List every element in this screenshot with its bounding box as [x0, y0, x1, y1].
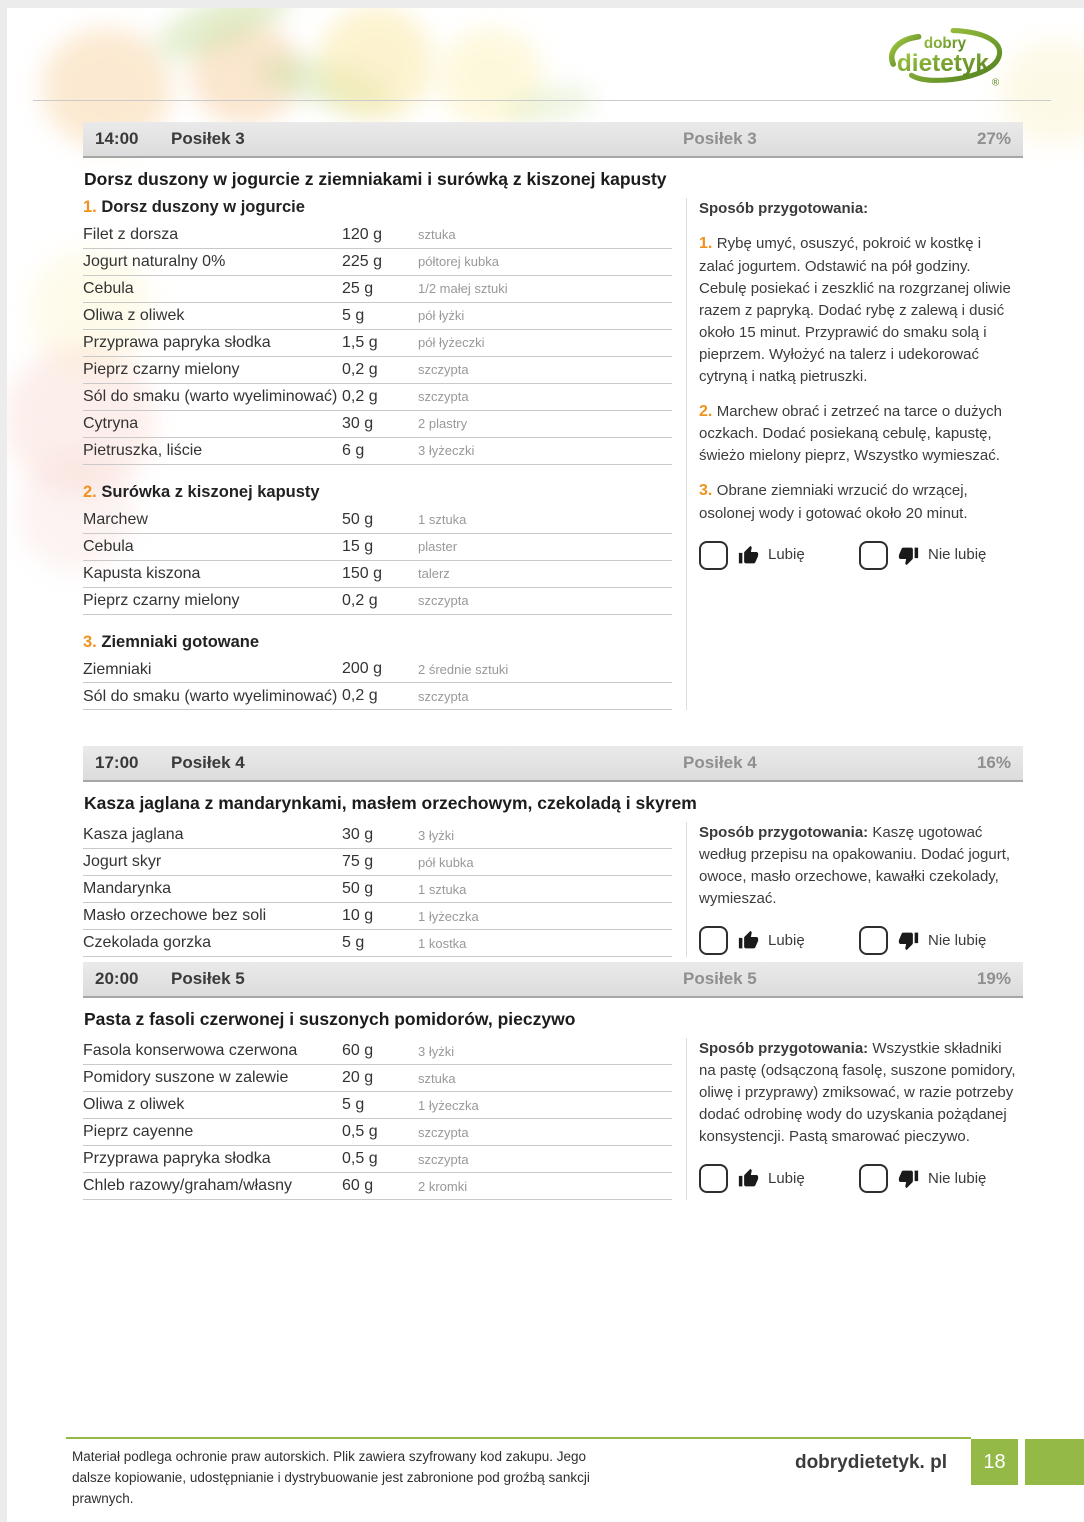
meal-energy-percent: 27% — [976, 129, 1011, 148]
ingredients-column — [83, 198, 672, 710]
ingredient-amount: 30 g — [342, 826, 374, 843]
ingredient-amount: 0,5 g — [342, 1123, 378, 1140]
dislike-label: Nie lubię — [928, 1169, 987, 1187]
preparation-step: 2. Marchew obrać i zetrzeć na tarce o dużych oczkach. Dodać posiekaną cebulę, kapustę, świeżo mielony pieprz, Wszystko wymieszać. — [699, 402, 1002, 465]
ingredient-amount: 225 g — [342, 252, 383, 270]
ingredient-measure: szczypta — [418, 389, 469, 405]
thumb-up-icon — [738, 545, 759, 566]
preparation-label: Sposób przygotowania: — [699, 824, 873, 841]
ingredient-measure: sztuka — [418, 227, 456, 243]
ingredient-name: Jogurt skyr — [83, 853, 162, 871]
ingredient-measure: szczypta — [418, 1151, 469, 1167]
ingredient-group — [83, 198, 672, 465]
ingredient-measure: 1 sztuka — [418, 881, 467, 897]
meal-time: 20:00 — [95, 969, 139, 988]
meal-name: Posiłek 5 — [171, 969, 245, 988]
preparation-column — [699, 1038, 1019, 1200]
ingredient-row — [83, 384, 672, 411]
dislike-label: Nie lubię — [928, 931, 987, 949]
ingredient-row — [83, 438, 672, 465]
ingredient-group — [83, 633, 672, 711]
ingredient-row — [83, 1173, 672, 1200]
ingredient-row — [83, 222, 672, 249]
ingredient-row — [83, 330, 672, 357]
ingredient-group-heading: 2. Surówka z kiszonej kapusty — [83, 482, 320, 501]
ingredient-amount: 75 g — [342, 853, 374, 870]
meal-header-bar — [83, 746, 1023, 782]
ingredient-name: Pomidory suszone w zalewie — [83, 1069, 289, 1087]
dish-title: Kasza jaglana z mandarynkami, masłem orzechowym, czekoladą i skyrem — [84, 793, 697, 813]
meal-section — [83, 962, 1023, 1200]
dislike-option — [859, 926, 1019, 955]
step-number: 1. — [699, 235, 717, 253]
ingredient-name: Ziemniaki — [83, 660, 152, 678]
meal-name-right: Posiłek 3 — [683, 129, 757, 148]
ingredient-amount: 5 g — [342, 1096, 365, 1113]
ingredient-measure: 2 kromki — [418, 1178, 468, 1194]
meal-name: Posiłek 3 — [171, 129, 245, 148]
dislike-option — [859, 541, 1019, 570]
ingredient-name: Kapusta kiszona — [83, 565, 201, 582]
ingredient-row — [83, 849, 672, 876]
ingredient-amount: 10 g — [342, 907, 374, 924]
footer-site-link[interactable]: dobrydietetyk. pl — [794, 1452, 947, 1473]
preparation-heading: Sposób przygotowania: — [699, 200, 869, 217]
ingredient-row — [83, 561, 672, 588]
ingredient-amount: 60 g — [342, 1177, 374, 1194]
like-label: Lubię — [768, 546, 805, 564]
ingredient-measure: szczypta — [418, 593, 469, 609]
ingredient-group-heading: 1. Dorsz duszony w jogurcie — [83, 198, 305, 216]
ingredient-amount: 150 g — [342, 564, 383, 582]
ingredient-row — [83, 276, 672, 303]
preparation-step: 3. Obrane ziemniaki wrzucić do wrzącej, osolonej wody i gotować około 20 minut. — [699, 482, 968, 522]
ingredient-name: Pieprz czarny mielony — [83, 361, 240, 379]
ingredient-row — [83, 1065, 672, 1092]
ingredient-measure: 1/2 małej sztuki — [418, 281, 508, 297]
ingredient-measure: 2 plastry — [418, 416, 468, 432]
copyright-notice: Materiał podlega ochronie praw autorskich. Plik zawiera szyfrowany kod zakupu. Jego dalsze kopiowanie, udostępnianie i dystrybuowanie jest zabronione pod groźbą sankcji prawnych. — [72, 1449, 590, 1506]
meal-energy-percent: 16% — [976, 753, 1011, 772]
ingredient-name: Pieprz cayenne — [83, 1123, 194, 1141]
like-dislike-row — [699, 541, 1019, 570]
ingredient-name: Chleb razowy/graham/własny — [83, 1177, 292, 1195]
meal-time: 17:00 — [95, 753, 139, 772]
thumb-down-icon — [898, 930, 919, 951]
like-checkbox[interactable] — [699, 926, 728, 955]
ingredient-amount: 200 g — [342, 660, 383, 678]
ingredient-name: Marchew — [83, 511, 148, 528]
ingredient-row — [83, 930, 672, 957]
ingredient-amount: 15 g — [342, 537, 374, 555]
page-number: 18 — [971, 1439, 1018, 1485]
preparation-step: 1. Rybę umyć, osuszyć, pokroić w kostkę i zalać jogurtem. Odstawić na pół godziny. Cebulę posiekać i zeszklić na rozgrzanej oliwie razem z papryką. Dodać rybę z zalewą i dusić około 15 minut. Przyprawić do smaku solą i pieprzem. Wyłożyć na talerz i udekorować cytryną i natką pietruszki. — [699, 235, 1011, 385]
page-edge-top — [0, 0, 1084, 8]
ingredient-amount: 0,2 g — [342, 687, 378, 705]
ingredient-name: Cebula — [83, 538, 134, 555]
ingredient-name: Fasola konserwowa czerwona — [83, 1042, 298, 1060]
ingredient-amount: 25 g — [342, 279, 374, 297]
ingredient-measure: pół kubka — [418, 854, 474, 870]
dislike-label: Nie lubię — [928, 546, 987, 564]
meal-section — [83, 122, 1023, 710]
ingredient-measure: 1 kostka — [418, 935, 467, 951]
ingredient-row — [83, 1038, 672, 1065]
page-number-decoration — [1025, 1439, 1084, 1485]
preparation-text: Sposób przygotowania: Kaszę ugotować według przepisu na opakowaniu. Dodać jogurt, owoce, masło orzechowe, kawałki czekolady, wymieszać. — [699, 824, 1011, 908]
group-number: 3. — [83, 632, 102, 651]
ingredient-measure: pół łyżeczki — [418, 335, 485, 351]
ingredient-amount: 0,5 g — [342, 1150, 378, 1167]
footer-divider — [66, 1437, 971, 1439]
ingredient-measure: szczypta — [418, 688, 469, 704]
ingredient-row — [83, 822, 672, 849]
dislike-checkbox[interactable] — [859, 1164, 888, 1193]
column-divider — [686, 198, 687, 710]
meal-header-bar — [83, 962, 1023, 998]
logo-word-dobry: dobry — [923, 34, 967, 52]
ingredient-row — [83, 876, 672, 903]
dish-title: Pasta z fasoli czerwonej i suszonych pomidorów, pieczywo — [84, 1009, 576, 1029]
meal-name-right: Posiłek 4 — [683, 753, 757, 772]
ingredient-amount: 50 g — [342, 880, 374, 897]
ingredient-name: Pietruszka, liście — [83, 442, 203, 460]
ingredient-measure: szczypta — [418, 362, 469, 378]
meal-name-right: Posiłek 5 — [683, 969, 757, 988]
ingredient-measure: 3 łyżeczki — [418, 443, 475, 459]
meal-body — [83, 198, 1023, 710]
brand-logo — [880, 26, 1012, 90]
ingredient-measure: półtorej kubka — [418, 254, 499, 270]
ingredient-name: Mandarynka — [83, 880, 172, 898]
ingredient-row — [83, 357, 672, 384]
column-divider — [686, 822, 687, 957]
like-checkbox[interactable] — [699, 1164, 728, 1193]
ingredient-name: Kasza jaglana — [83, 826, 184, 844]
ingredient-measure: 2 średnie sztuki — [418, 661, 509, 677]
meal-name: Posiłek 4 — [171, 753, 245, 772]
ingredient-amount: 50 g — [342, 510, 374, 528]
ingredient-name: Czekolada gorzka — [83, 934, 212, 952]
ingredient-amount: 6 g — [342, 441, 365, 459]
like-option — [699, 541, 859, 570]
ingredient-row — [83, 249, 672, 276]
ingredient-row — [83, 1092, 672, 1119]
meal-time: 14:00 — [95, 129, 139, 148]
ingredient-measure: pół łyżki — [418, 308, 465, 324]
ingredient-group — [83, 1038, 672, 1200]
ingredient-name: Cebula — [83, 280, 134, 298]
like-option — [699, 926, 859, 955]
ingredient-group — [83, 483, 672, 615]
ingredients-column — [83, 1038, 672, 1200]
ingredient-row — [83, 534, 672, 561]
dislike-checkbox[interactable] — [859, 926, 888, 955]
registered-trademark-icon: ® — [991, 77, 1000, 89]
ingredient-row — [83, 1146, 672, 1173]
ingredient-row — [83, 588, 672, 615]
ingredient-amount: 0,2 g — [342, 591, 378, 609]
ingredient-row — [83, 683, 672, 710]
ingredient-measure: sztuka — [418, 1070, 456, 1086]
group-number: 1. — [83, 198, 102, 216]
ingredient-amount: 5 g — [342, 934, 365, 951]
header-divider — [33, 100, 1051, 101]
thumb-down-icon — [898, 545, 919, 566]
dish-title: Dorsz duszony w jogurcie z ziemniakami i surówką z kiszonej kapusty — [84, 169, 667, 189]
meal-header-bar — [83, 122, 1023, 158]
dislike-option — [859, 1164, 1019, 1193]
ingredient-amount: 120 g — [342, 225, 383, 243]
ingredient-row — [83, 903, 672, 930]
ingredient-row — [83, 507, 672, 534]
ingredient-row — [83, 411, 672, 438]
ingredient-name: Cytryna — [83, 415, 139, 433]
ingredient-measure: 1 łyżeczka — [418, 908, 479, 924]
ingredient-amount: 60 g — [342, 1042, 374, 1059]
meal-body — [83, 1038, 1023, 1200]
ingredient-row — [83, 656, 672, 683]
ingredient-amount: 1,5 g — [342, 333, 378, 351]
ingredient-name: Pieprz czarny mielony — [83, 592, 240, 609]
column-divider — [686, 1038, 687, 1200]
ingredient-amount: 20 g — [342, 1069, 374, 1086]
like-label: Lubię — [768, 1169, 805, 1187]
ingredient-name: Filet z dorsza — [83, 226, 179, 244]
ingredient-measure: 1 łyżeczka — [418, 1097, 479, 1113]
ingredients-column — [83, 822, 672, 957]
ingredient-name: Sól do smaku (warto wyeliminować) — [83, 388, 338, 406]
ingredient-measure: talerz — [418, 566, 450, 582]
ingredient-amount: 30 g — [342, 414, 374, 432]
ingredient-row — [83, 303, 672, 330]
like-label: Lubię — [768, 931, 805, 949]
like-dislike-row — [699, 926, 1019, 955]
thumb-up-icon — [738, 1168, 759, 1189]
group-number: 2. — [83, 482, 102, 501]
logo-word-dietetyk: dietetyk — [896, 50, 989, 78]
ingredient-amount: 0,2 g — [342, 360, 378, 378]
ingredient-measure: 3 łyżki — [418, 1043, 455, 1059]
page-edge-left — [0, 0, 7, 1522]
ingredient-amount: 0,2 g — [342, 387, 378, 405]
step-number: 3. — [699, 482, 717, 500]
ingredient-amount: 5 g — [342, 306, 365, 324]
ingredient-measure: szczypta — [418, 1124, 469, 1140]
ingredient-name: Jogurt naturalny 0% — [83, 253, 226, 271]
meal-energy-percent: 19% — [976, 969, 1011, 988]
meal-body — [83, 822, 1023, 957]
ingredient-group — [83, 822, 672, 957]
ingredient-name: Przyprawa papryka słodka — [83, 1150, 271, 1168]
ingredient-name: Przyprawa papryka słodka — [83, 334, 271, 352]
ingredient-measure: plaster — [418, 539, 458, 555]
step-number: 2. — [699, 402, 717, 420]
ingredient-name: Masło orzechowe bez soli — [83, 907, 267, 925]
ingredient-measure: 3 łyżki — [418, 827, 455, 843]
preparation-column — [699, 198, 1019, 710]
ingredient-row — [83, 1119, 672, 1146]
ingredient-measure: 1 sztuka — [418, 512, 467, 528]
dislike-checkbox[interactable] — [859, 541, 888, 570]
ingredient-group-heading: 3. Ziemniaki gotowane — [83, 632, 260, 651]
like-dislike-row — [699, 1164, 1019, 1193]
meal-section — [83, 746, 1023, 957]
like-checkbox[interactable] — [699, 541, 728, 570]
thumb-up-icon — [738, 930, 759, 951]
ingredient-name: Oliwa z oliwek — [83, 1096, 185, 1114]
like-option — [699, 1164, 859, 1193]
thumb-down-icon — [898, 1168, 919, 1189]
preparation-label: Sposób przygotowania: — [699, 1040, 873, 1057]
preparation-text: Sposób przygotowania: Wszystkie składniki na pastę (odsączoną fasolę, suszone pomidory, oliwę i przyprawy) zmiksować, w razie potrzeby dodać odrobinę wody do uzyskania pożądanej konsystencji. Pastą smarować pieczywo. — [699, 1040, 1016, 1146]
ingredient-name: Oliwa z oliwek — [83, 307, 185, 325]
ingredient-name: Sól do smaku (warto wyeliminować) — [83, 687, 338, 705]
preparation-column — [699, 822, 1019, 957]
